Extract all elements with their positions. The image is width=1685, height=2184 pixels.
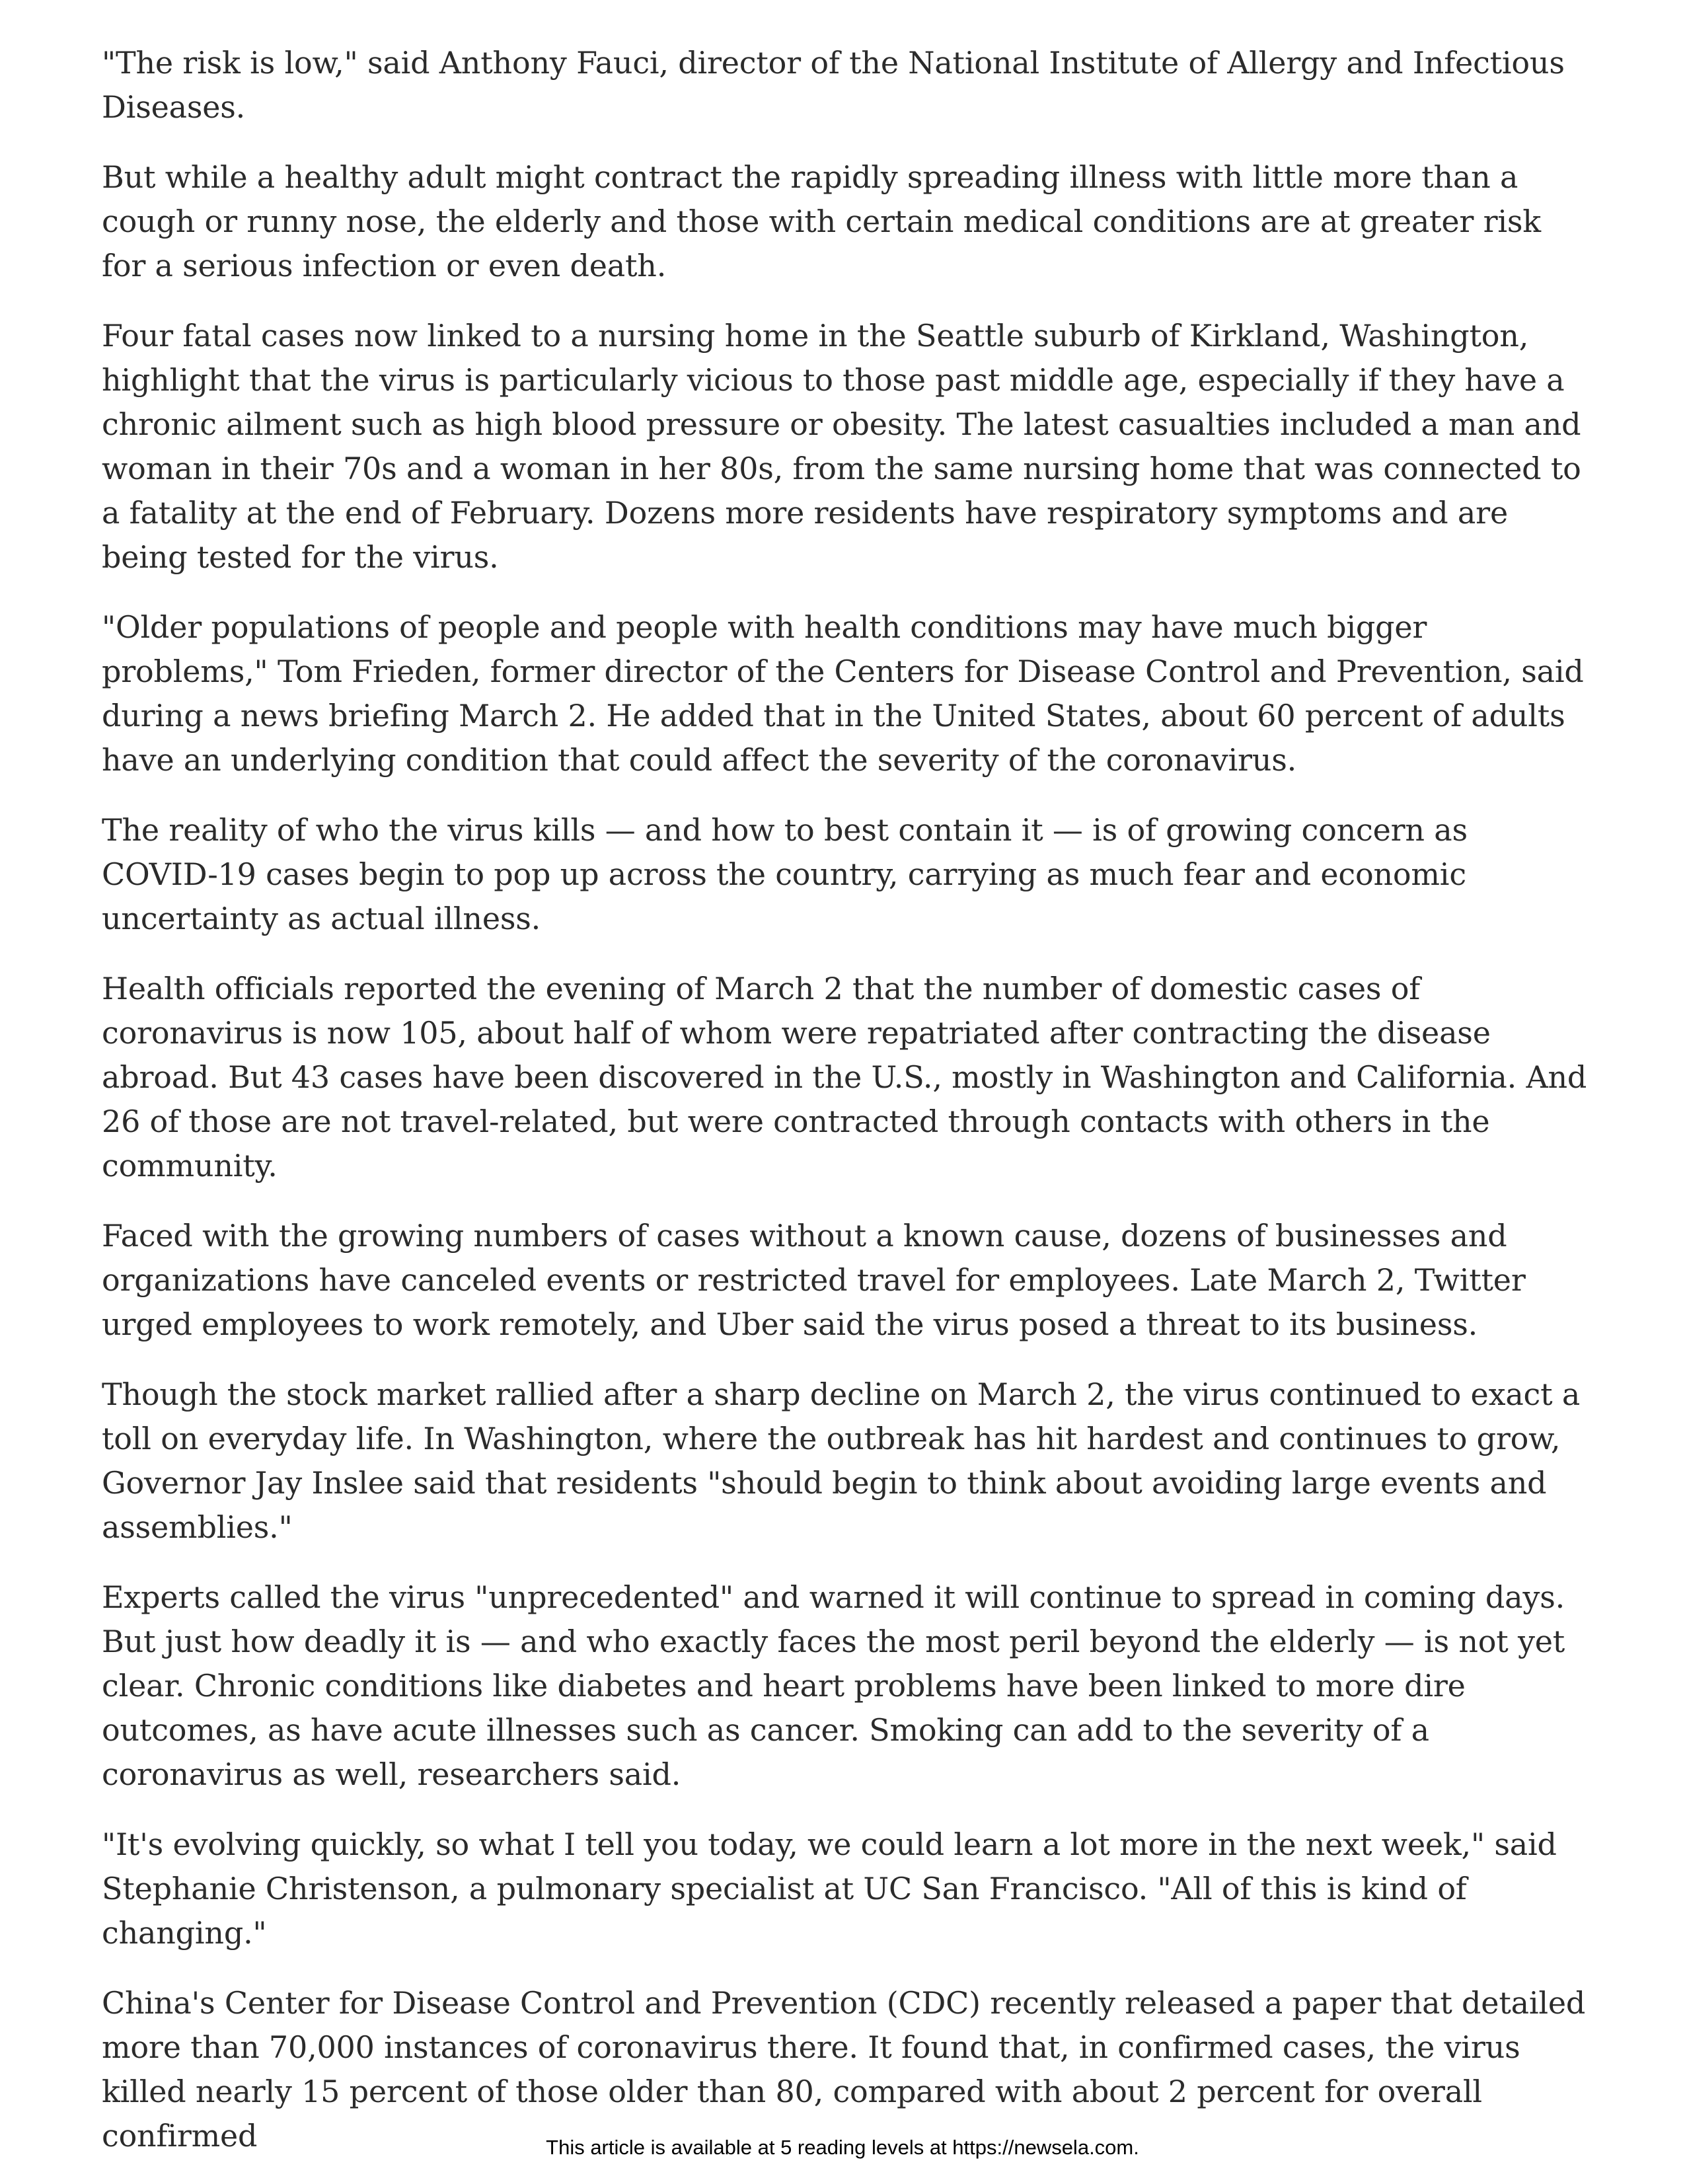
page-footer: This article is available at 5 reading levels at https://newsela.com. <box>546 2136 1139 2159</box>
paragraph-kirkland-cases: Four fatal cases now linked to a nursing home in the Seattle suburb of Kirkland, Washington, highlight that the virus is particularly vicious to those past middle age, especially if they have a chronic ailment such as high blood pressure or obesity. The latest casualties included a man and woman in their 70s and a woman in her 80s, from the same nursing home that was connected to a fatality at the end of February. Dozens more residents have respiratory symptoms and are being tested for the virus. <box>102 318 1581 575</box>
paragraph-businesses: Faced with the growing numbers of cases without a known cause, dozens of businesses and organizations have canceled events or restricted travel for employees. Late March 2, Twitter urged employees to work remotely, and Uber said the virus posed a threat to its business. <box>102 1218 1526 1342</box>
paragraph-frieden-quote: "Older populations of people and people with health conditions may have much bigger problems," Tom Frieden, former director of the Centers for Disease Control and Prevention, said during a news briefing March 2. He added that in the United States, about 60 percent of adults have an underlying condition that could affect the severity of the coronavirus. <box>102 609 1584 778</box>
article-body <box>102 41 1589 2184</box>
paragraph-christenson-quote: "It's evolving quickly, so what I tell you today, we could learn a lot more in the next week," said Stephanie Christenson, a pulmonary specialist at UC San Francisco. "All of this is kind of changing." <box>102 1826 1557 1951</box>
paragraph-domestic-cases: Health officials reported the evening of March 2 that the number of domestic cases of coronavirus is now 105, about half of whom were repatriated after contracting the disease abroad. But 43 cases have been discovered in the U.S., mostly in Washington and California. And 26 of those are not travel-related, but were contracted through contacts with others in the community. <box>102 971 1587 1184</box>
paragraph-experts: Experts called the virus "unprecedented" and warned it will continue to spread in coming days. But just how deadly it is — and who exactly faces the most peril beyond the elderly — is not yet clear. Chronic conditions like diabetes and heart problems have been linked to more dire outcomes, as have acute illnesses such as cancer. Smoking can add to the severity of a coronavirus as well, researchers said. <box>102 1579 1565 1792</box>
paragraph-stock-market: Though the stock market rallied after a sharp decline on March 2, the virus continued to exact a toll on everyday life. In Washington, where the outbreak has hit hardest and continues to grow, Governor Jay Inslee said that residents "should begin to think about avoiding large events and assemblies." <box>102 1376 1581 1545</box>
paragraph-healthy-adult: But while a healthy adult might contract the rapidly spreading illness with little more than a cough or runny nose, the elderly and those with certain medical conditions are at greater risk for a serious infection or even death. <box>102 159 1541 283</box>
paragraph-fauci-quote: "The risk is low," said Anthony Fauci, director of the National Institute of Allergy and Infectious Diseases. <box>102 45 1565 125</box>
paragraph-growing-concern: The reality of who the virus kills — and how to best contain it — is of growing concern as COVID-19 cases begin to pop up across the country, carrying as much fear and economic uncertainty as actual illness. <box>102 812 1468 936</box>
paragraph-china-cdc: China's Center for Disease Control and Prevention (CDC) recently released a paper that detailed more than 70,000 instances of coronavirus there. It found that, in confirmed cases, the virus killed nearly 15 percent of those older than 80, compared with about 2 percent for overall confirmed <box>102 1985 1586 2154</box>
